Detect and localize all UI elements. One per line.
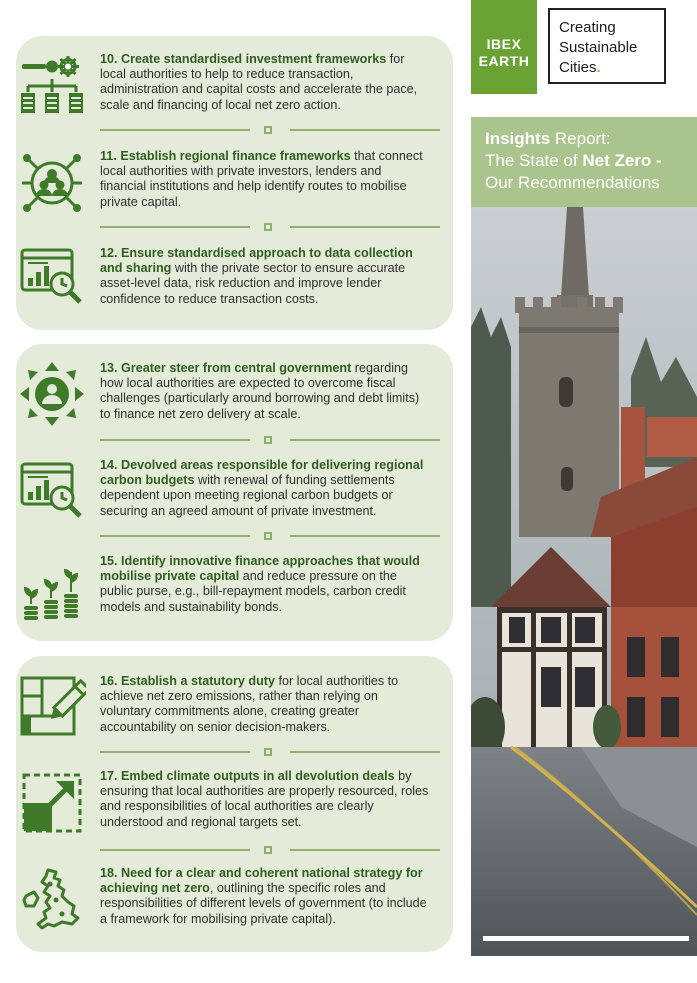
creating-sustainable-cities-logo [548, 8, 666, 84]
central-steer-icon [18, 360, 86, 428]
uk-map-icon [18, 866, 86, 934]
budget-report-icon [18, 458, 86, 526]
recommendation-text: 15. Identify innovative finance approaches that would mobilise private capital and reduce pressure on the public purse, e.g., bill-repayment models, carbon credit models and sustainability bonds. [100, 554, 420, 614]
network-people-icon [18, 149, 86, 217]
divider [100, 436, 440, 444]
divider [100, 846, 440, 854]
recommendation-text: 17. Embed climate outputs in all devolution deals by ensuring that local authorities are properly resourced, roles and responsibilities of local authorities are clearly understood and regional targets set. [100, 769, 429, 829]
report-title: Insights Report: The State of Net Zero - Our Recommendations [471, 117, 697, 207]
logo-text: EARTH [478, 53, 530, 69]
logo-text: IBEX [486, 36, 522, 52]
logo-text: Creating [559, 19, 616, 36]
divider [100, 126, 440, 134]
recommendation-text: 14. Devolved areas responsible for delivering regional carbon budgets with renewal of funding settlements dependent upon meeting regional carbon budgets or securing an agreed amount of private investment. [100, 458, 424, 518]
recommendation-text: 10. Create standardised investment frameworks for local authorities to help to reduce transaction, administration and capital costs and accelerate the pace, scale and financing of local net zero action. [100, 52, 418, 112]
recommendation-text: 11. Establish regional finance frameworks that connect local authorities with private investors, lenders and financial institutions and help identify routes to mobilise private capital. [100, 149, 423, 209]
recommendation-text: 13. Greater steer from central government regarding how local authorities are expected to overcome fiscal challenges (particularly around borrowing and debt limits) to finance net zero delivery at scale. [100, 361, 420, 421]
photo-caption-bar [483, 936, 689, 941]
recommendation-text: 18. Need for a clear and coherent national strategy for achieving net zero, outlining the specific roles and responsibilities of different levels of government (to include a framework for mobilising private capital). [100, 866, 427, 926]
ibex-earth-logo [471, 0, 537, 94]
logo-text: Sustainable [559, 39, 638, 56]
framework-icon [18, 50, 86, 118]
data-analysis-icon [18, 244, 86, 312]
recommendation-text: 12. Ensure standardised approach to data collection and sharing with the private sector to ensure accurate asset-level data, risk reduction and improve lender confidence to reduce transaction costs. [100, 246, 413, 306]
divider [100, 532, 440, 540]
village-photo [471, 207, 697, 956]
expand-arrow-icon [18, 769, 86, 837]
logo-text: Cities. [559, 59, 601, 76]
money-growth-icon [18, 560, 86, 628]
recommendation-text: 16. Establish a statutory duty for local authorities to achieve net zero emissions, rather than relying on voluntary commitments alone, creating greater accountability on senior decision-makers. [100, 674, 399, 734]
divider [100, 748, 440, 756]
plan-pencil-icon [18, 672, 86, 740]
divider [100, 223, 440, 231]
